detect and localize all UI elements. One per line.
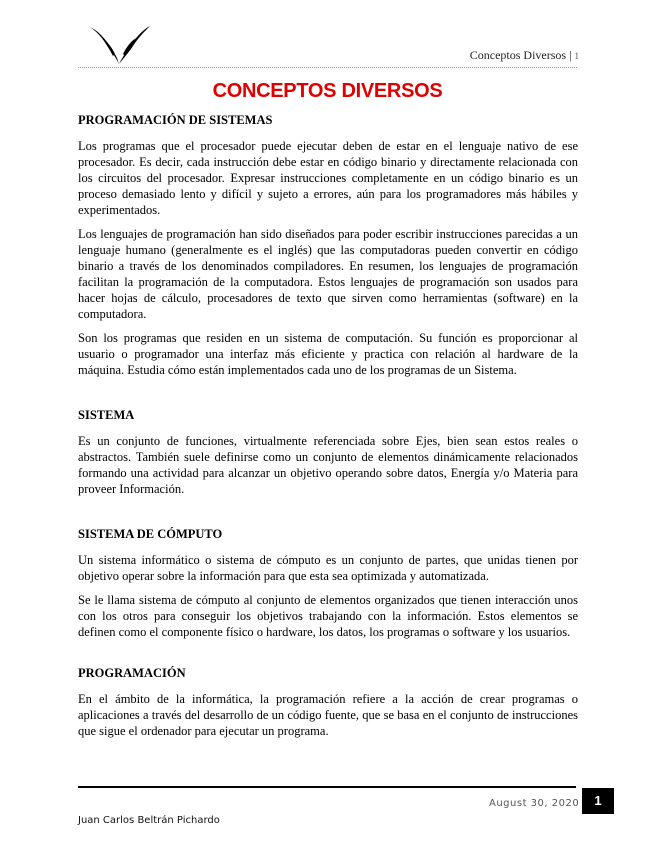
paragraph: Es un conjunto de funciones, virtualmente referenciada sobre Ejes, bien sean estos reales o abstractos. También suele definirse como un conjunto de elementos dinámicamente relacionados formando una actividad para alcanzar un objetivo operando sobre datos, Energía y/o Materia para proveer Información.: [78, 434, 578, 496]
paragraph: Se le llama sistema de cómputo al conjunto de elementos organizados que tienen interacción unos con los otros para conseguir los objetivos trabajando con la información. Estos elementos se definen como el componente físico o hardware, los datos, los programas o software y los usuarios.: [78, 593, 578, 639]
paragraph: En el ámbito de la informática, la programación refiere a la acción de crear programas o aplicaciones a través del desarrollo de un código fuente, que se basa en el conjunto de instrucciones que sigue el ordenador para ejecutar un programa.: [78, 692, 578, 738]
header-page-number: 1: [574, 51, 579, 61]
section-heading: SISTEMA DE CÓMPUTO: [78, 527, 223, 541]
paragraph: Los lenguajes de programación han sido diseñados para poder escribir instrucciones parecidas a un lenguaje humano (generalmente es el inglés) que las computadoras pueden convertir en código binario a través de los denominados compiladores. En resumen, los lenguajes de programación facilitan la programación de la computadora. Estos lenguajes de programación son usados para hacer hojas de cálculo, procesadores de texto que sirven como herramientas (software) en la computadora.: [78, 227, 578, 321]
header-divider: [78, 67, 577, 68]
section-heading: PROGRAMACIÓN DE SISTEMAS: [78, 113, 273, 127]
section-programacion-de-sistemas: [78, 113, 578, 378]
footer-divider: [78, 786, 576, 788]
running-header: [470, 48, 579, 63]
section-sistema-de-computo: [78, 527, 578, 640]
paragraph: Un sistema informático o sistema de cómputo es un conjunto de partes, que unidas tienen por objetivo operar sobre la información para que esta sea optimizada y automatizada.: [78, 553, 578, 583]
page-title: CONCEPTOS DIVERSOS: [212, 80, 443, 102]
section-heading: SISTEMA: [78, 408, 135, 422]
paragraph: Son los programas que residen en un sistema de computación. Su función es proporcionar al usuario o programador una interfaz más eficiente y practica con relación al hardware de la máquina. Estudia cómo están implementados cada uno de los programas de un Sistema.: [78, 331, 578, 377]
section-programacion: [78, 666, 578, 739]
running-title: Conceptos Diversos: [469, 48, 567, 62]
footer-date: August 30, 2020: [489, 798, 580, 809]
footer-author: Juan Carlos Beltrán Pichardo: [78, 815, 220, 826]
logo-icon: [86, 22, 152, 66]
section-heading: PROGRAMACIÓN: [78, 666, 186, 680]
section-sistema: [78, 408, 578, 497]
header-separator: |: [569, 48, 572, 62]
paragraph: Los programas que el procesador puede ejecutar deben de estar en el lenguaje nativo de ese procesador. Es decir, cada instrucción debe estar en código binario y directamente relacionada con los circuitos del procesador. Expresar instrucciones completamente en un código binario es un proceso demasiado lento y difícil y sujeto a errores, aún para los programadores más hábiles y experimentados.: [78, 139, 578, 217]
document-body: [78, 113, 578, 747]
footer-page-number: 1: [582, 788, 614, 814]
